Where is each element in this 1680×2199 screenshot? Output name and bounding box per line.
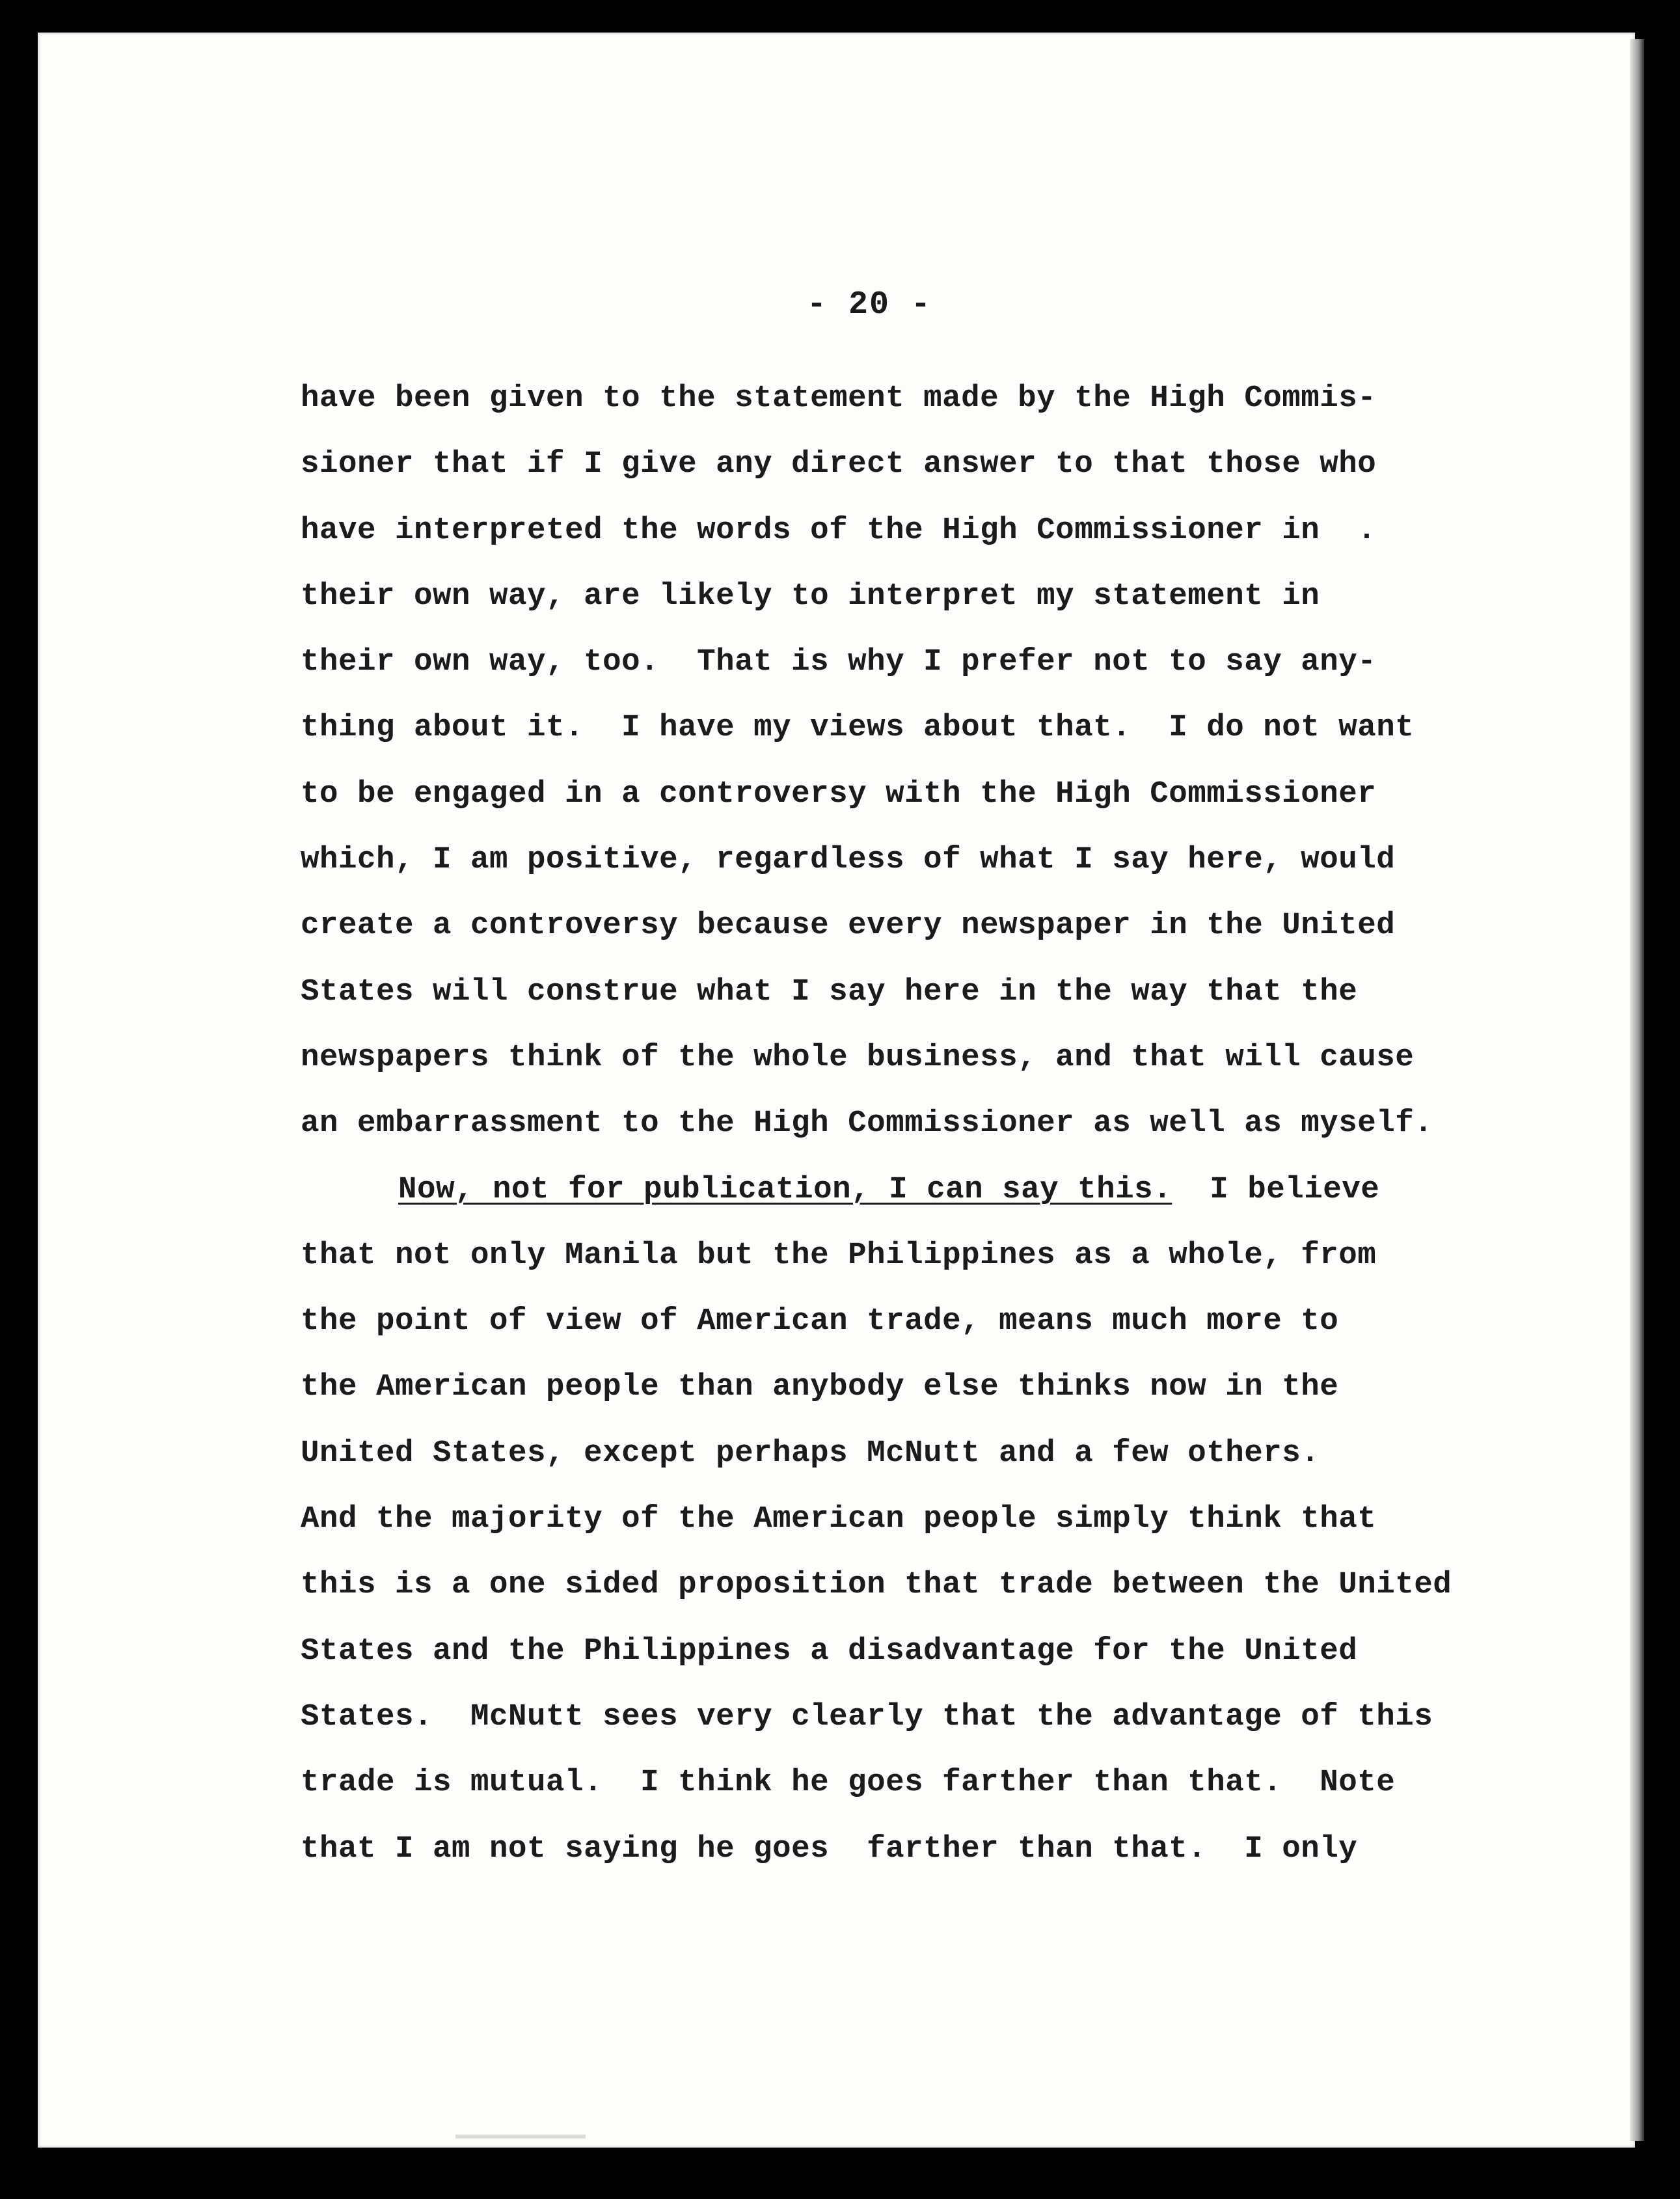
- underlined-phrase: Now, not for publication, I can say this.: [398, 1171, 1172, 1207]
- line-continuation: I believe: [1172, 1171, 1380, 1207]
- document-body: [301, 381, 1452, 1897]
- text-line: United States, except perhaps McNutt and a few others.: [301, 1435, 1320, 1471]
- text-line: States will construe what I say here in the way that the: [301, 974, 1358, 1009]
- text-line: the American people than anybody else thinks now in the: [301, 1369, 1339, 1405]
- text-line: create a controversy because every newspaper in the United: [301, 908, 1396, 944]
- text-line: this is a one sided proposition that trade between the United: [301, 1567, 1452, 1603]
- text-line: sioner that if I give any direct answer to that those who: [301, 446, 1377, 482]
- text-line: States. McNutt sees very clearly that the advantage of this: [301, 1699, 1433, 1734]
- text-line: their own way, are likely to interpret my statement in: [301, 578, 1320, 614]
- text-line: thing about it. I have my views about that. I do not want: [301, 710, 1415, 746]
- scan-smudge: [455, 2135, 586, 2138]
- text-line: the point of view of American trade, means much more to: [301, 1304, 1339, 1339]
- text-line: that I am not saying he goes farther than that. I only: [301, 1831, 1358, 1866]
- text-line: to be engaged in a controversy with the High Commissioner: [301, 776, 1377, 812]
- text-line: have been given to the statement made by the High Commis-: [301, 381, 1377, 416]
- text-line: States and the Philippines a disadvantage for the United: [301, 1633, 1358, 1669]
- text-line: And the majority of the American people simply think that: [301, 1501, 1377, 1537]
- text-line: their own way, too. That is why I prefer not to say any-: [301, 644, 1377, 680]
- text-line: trade is mutual. I think he goes farther than that. Note: [301, 1765, 1396, 1801]
- text-line: have interpreted the words of the High Commissioner in .: [301, 512, 1377, 548]
- page-edge: [1630, 39, 1644, 2141]
- page-number: - 20 -: [807, 286, 932, 323]
- text-line: which, I am positive, regardless of what I say here, would: [301, 842, 1396, 878]
- text-line: that not only Manila but the Philippines as a whole, from: [301, 1237, 1377, 1273]
- text-line: an embarrassment to the High Commissioner as well as myself.: [301, 1106, 1433, 1141]
- paragraph-start-line: [301, 1172, 1452, 1238]
- text-line: newspapers think of the whole business, and that will cause: [301, 1039, 1415, 1075]
